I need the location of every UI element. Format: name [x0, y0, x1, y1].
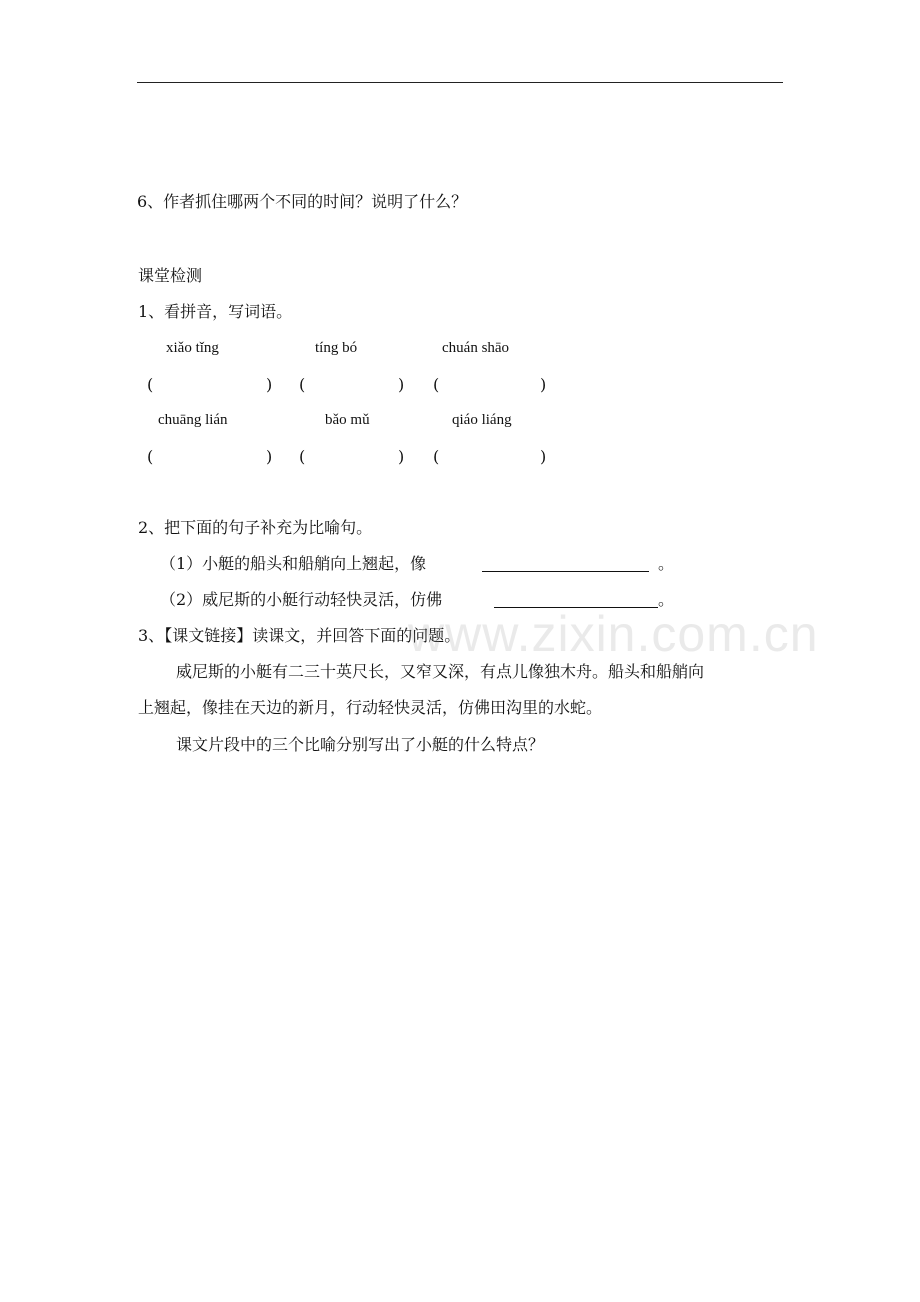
question-3-number: 3、 — [138, 626, 165, 645]
section-title: 课堂检测 — [138, 266, 203, 285]
pinyin-bao-mu: bǎo mǔ — [325, 412, 370, 428]
passage-line-2: 上翘起，像挂在天边的新月，行动轻快灵活，仿佛田沟里的水蛇。 — [138, 698, 603, 717]
pinyin-qiao-liang: qiáo liáng — [452, 412, 512, 428]
answer-close-paren: ) — [266, 447, 273, 466]
answer-open-paren: ( — [433, 447, 440, 466]
answer-open-paren: ( — [147, 447, 154, 466]
answer-close-paren: ) — [398, 447, 405, 466]
header-rule — [137, 82, 783, 83]
answer-close-paren: ) — [266, 375, 273, 394]
sentence-1-period: 。 — [658, 554, 675, 573]
question-1-title: 1、看拼音，写词语。 — [138, 302, 293, 321]
sentence-2-prompt: （2）威尼斯的小艇行动轻快灵活，仿佛 — [160, 590, 443, 609]
question-6: 6、作者抓住哪两个不同的时间？说明了什么？ — [137, 192, 468, 211]
pinyin-ting-bo: tíng bó — [315, 340, 358, 356]
answer-open-paren: ( — [147, 375, 154, 394]
pinyin-chuan-shao: chuán shāo — [442, 340, 510, 356]
question-3-instruction: 读课文，并回答下面的问题。 — [252, 626, 461, 645]
sentence-1-blank[interactable] — [482, 571, 649, 572]
pinyin-chuang-lian: chuāng lián — [158, 412, 228, 428]
answer-close-paren: ) — [398, 375, 405, 394]
sentence-1-prompt: （1）小艇的船头和船艄向上翘起，像 — [160, 554, 427, 573]
passage-line-1: 威尼斯的小艇有二三十英尺长，又窄又深，有点儿像独木舟。船头和船艄向 — [176, 662, 705, 681]
question-3-prompt: 课文片段中的三个比喻分别写出了小艇的什么特点？ — [176, 735, 545, 754]
question-3-bracket-label: 【课文链接】 — [164, 626, 253, 645]
answer-close-paren: ) — [540, 447, 547, 466]
answer-close-paren: ) — [540, 375, 547, 394]
sentence-2-period: 。 — [658, 590, 675, 609]
answer-open-paren: ( — [433, 375, 440, 394]
pinyin-xiao-ting: xiǎo tǐng — [166, 340, 219, 356]
answer-open-paren: ( — [299, 375, 306, 394]
answer-open-paren: ( — [299, 447, 306, 466]
question-2-title: 2、把下面的句子补充为比喻句。 — [138, 518, 373, 537]
site-watermark: www.zixin.com.cn — [408, 606, 819, 662]
